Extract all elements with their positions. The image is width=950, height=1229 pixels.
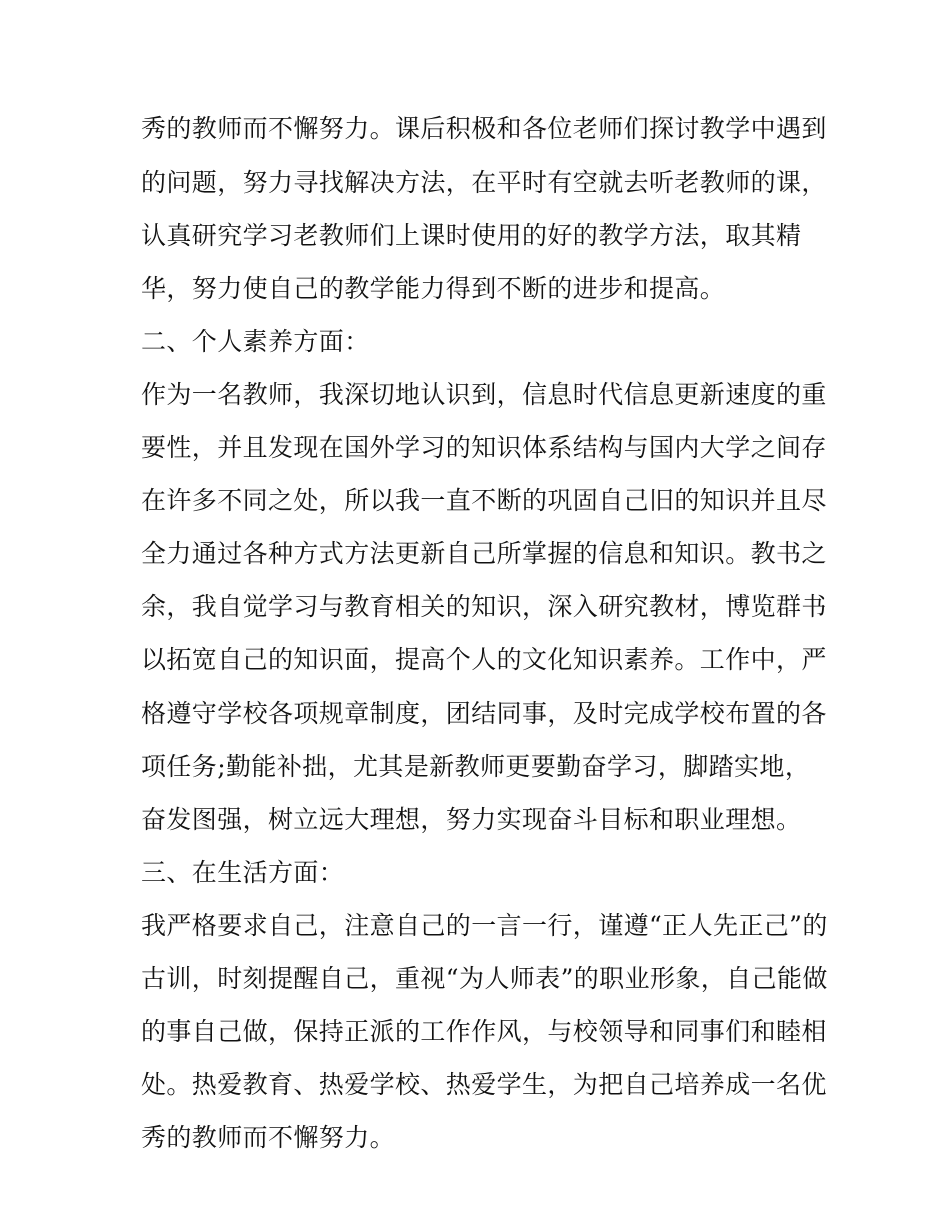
- section-heading: 三、在生活方面：: [141, 858, 345, 887]
- text-line: 格遵守学校各项规章制度，团结同事，及时完成学校布置的各: [141, 699, 827, 728]
- section-heading: 二、个人素养方面：: [141, 327, 370, 356]
- text-line: 处。热爱教育、热爱学校、热爱学生，为把自己培养成一名优: [141, 1070, 827, 1099]
- text-line: 的问题，努力寻找解决方法，在平时有空就去听老教师的课，: [141, 168, 827, 197]
- text-line: 华，努力使自己的教学能力得到不断的进步和提高。: [141, 274, 726, 303]
- text-line: 作为一名教师，我深切地认识到，信息时代信息更新速度的重: [141, 380, 827, 409]
- text-line: 项任务;勤能补拙，尤其是新教师更要勤奋学习，脚踏实地，: [141, 752, 811, 781]
- text-line: 要性，并且发现在国外学习的知识体系结构与国内大学之间存: [141, 433, 827, 462]
- text-line: 我严格要求自己，注意自己的一言一行，谨遵“正人先正己”的: [141, 911, 828, 940]
- text-line: 认真研究学习老教师们上课时使用的好的教学方法，取其精: [141, 221, 802, 250]
- text-line: 古训，时刻提醒自己，重视“为人师表”的职业形象，自己能做: [141, 964, 828, 993]
- text-line: 秀的教师而不懈努力。课后积极和各位老师们探讨教学中遇到: [141, 114, 827, 143]
- text-line: 在许多不同之处，所以我一直不断的巩固自己旧的知识并且尽: [141, 486, 827, 515]
- text-line: 秀的教师而不懈努力。: [141, 1123, 396, 1152]
- text-line: 的事自己做，保持正派的工作作风，与校领导和同事们和睦相: [141, 1017, 827, 1046]
- text-line: 奋发图强，树立远大理想，努力实现奋斗目标和职业理想。: [141, 805, 802, 834]
- text-line: 余，我自觉学习与教育相关的知识，深入研究教材，博览群书: [141, 592, 827, 621]
- text-line: 以拓宽自己的知识面，提高个人的文化知识素养。工作中，严: [141, 645, 827, 674]
- text-line: 全力通过各种方式方法更新自己所掌握的信息和知识。教书之: [141, 539, 827, 568]
